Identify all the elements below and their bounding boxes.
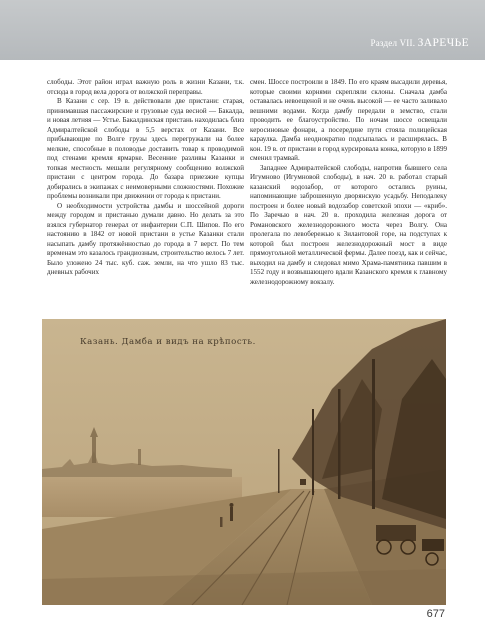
photo-caption: Казань. Дамба и видъ на крѣпость.: [80, 337, 256, 347]
header-band-shade: [0, 0, 485, 60]
historic-photo-dam: [42, 319, 446, 605]
left-paragraph-2: В Казани с сер. 19 в. действовали две пристани: старая, принимавшая пассажирские и грузовые суда весной — Бакалда, и новая летняя — Устье. Бакалдинская пристань находилась близ Адмиралтейской слободы в 5,5 верстах от Казани. Все прибывающие по Волге грузы здесь перегружали на более мелкие, способные в половодье доставить товар к проводимой под стенами кремля ярмарке. Весенние разливы Казанки и топкая местность мешали регулярному сообщению волжской пристани с центром города. До базара приезжие купцы добирались в экипажах с неимоверными сложностями. Похожие проблемы возникали при движении от города к пристани.: [47, 97, 244, 200]
left-text-column: [47, 78, 244, 278]
section-name: ЗАРЕЧЬЕ: [417, 37, 469, 49]
right-paragraph-1: смен. Шоссе построили в 1849. По его краям высадили деревья, которые своими корнями скрепляли склоны. Сначала дамба оставалась невоещеной и не очень высокой — ее часто заливало вешними водами. Когда дамбу передали в земство, стали проводить ее благоустройство. По ночам шоссе освещали керосиновые фонари, а посередине пути стояла полицейская караулка. Дамба неоднократно подсыпалась и расширялась. В кон. 19 в. от пристани в город курсировала конка, которую в 1899 сменил трамвай.: [250, 78, 447, 162]
right-paragraph-2: Западнее Адмиралтейской слободы, напротив бывшего села Игумново (Игумновой слободы), в нач. 20 в. работал старый казанский водозабор, от которого остались руины, напоминающие заброшенную дворянскую усадьбу. Неподалеку построен и более новый водозабор советской эпохи — «криб». По Заречью в нач. 20 в. проходила железная дорога от Романовского железнодорожного моста через Волгу. Она пролегала по левобережью к Зилантовой горе, на подступах к которой был построен железнодорожный мост в виде прямоугольной металлической фермы. Далее поезд, как и сейчас, выходил на дамбу и следовал мимо Храма-памятника павшим в 1552 году и возвышающего вдали Казанского кремля к главному железнодорожному вокзалу.: [250, 163, 447, 286]
page-number: 677: [426, 608, 445, 620]
right-text-column: [250, 78, 447, 287]
section-label: [371, 37, 470, 49]
left-paragraph-1: слободы. Этот район играл важную роль в жизни Казани, т.к. отсюда в город вела дорога от волжской переправы.: [47, 78, 244, 96]
header-band: [0, 0, 485, 60]
section-prefix: Раздел VII.: [370, 38, 416, 48]
photo-illustration: [42, 319, 446, 605]
left-paragraph-3: О необходимости устройства дамбы и шоссейной дороги между городом и пристанью думали давно. Но делать за это взялся губернатор генерал от инфантерии С.П. Шипов. По его настоянию в 1842 от новой пристани в устье Казанки стали насыпать дамбу протяжённостью до города в 7 верст. По тем временам это казалось грандиозным, строительство велось 7 лет. Было уложено 24 тыс. куб. саж. земли, на что ушло 83 тыс. дневных рабочих: [47, 201, 244, 276]
